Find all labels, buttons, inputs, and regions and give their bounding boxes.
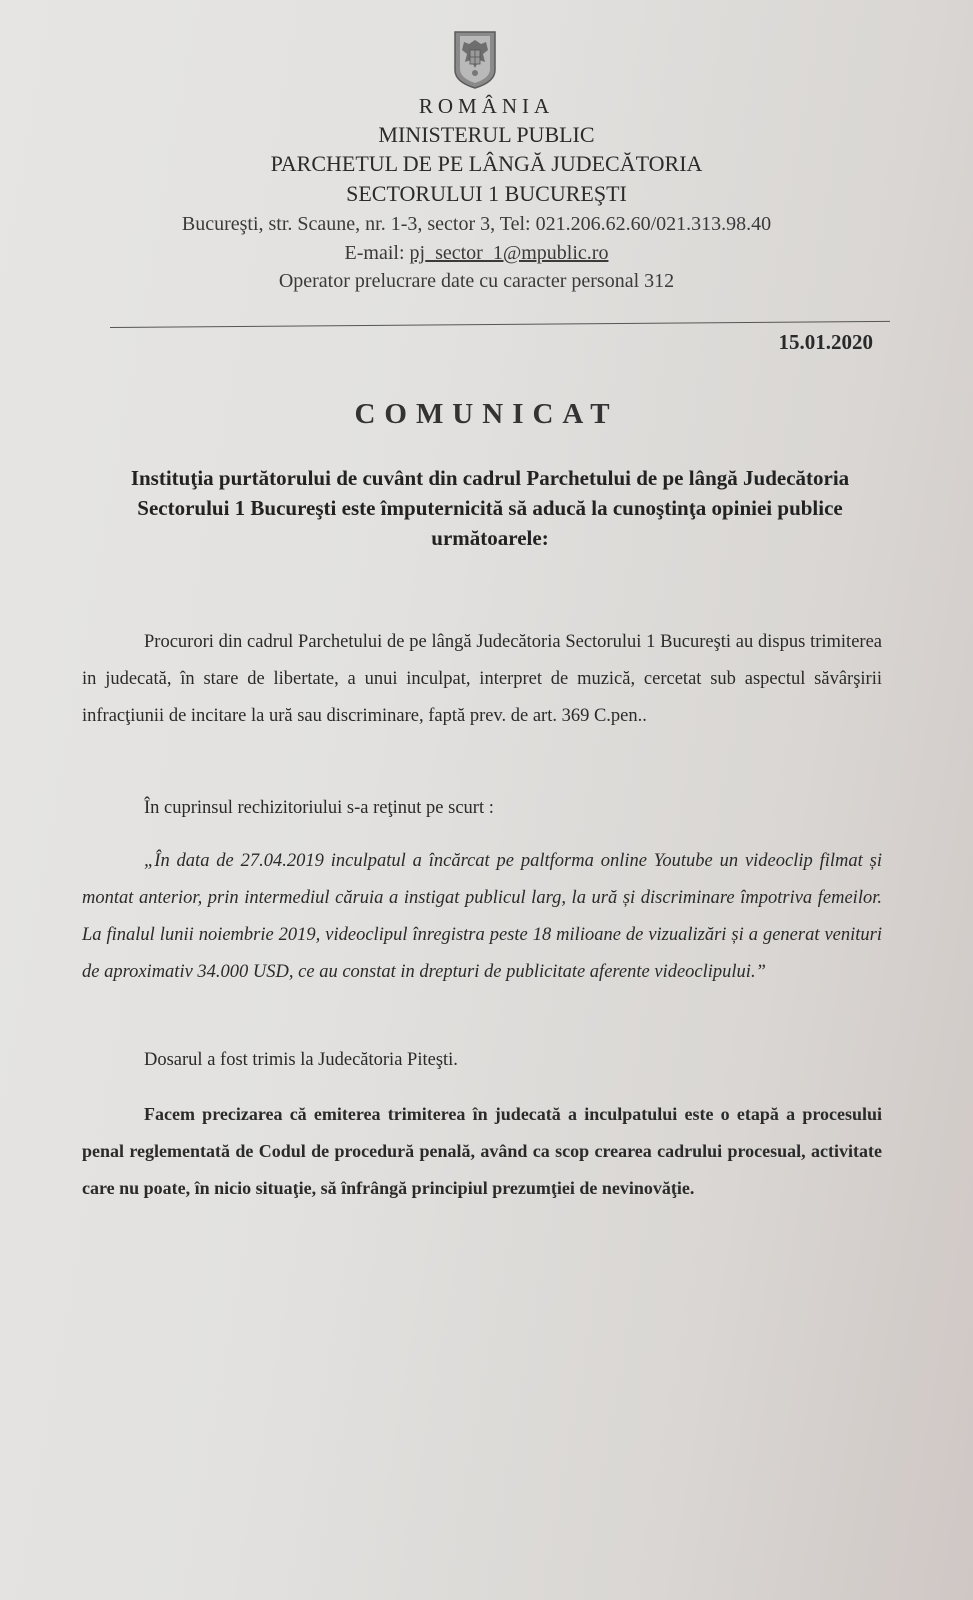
data-operator-note: Operator prelucrare date cu caracter personal 312 [278, 270, 675, 292]
contact-address: Bucureşti, str. Scaune, nr. 1-3, sector 3, Tel: 021.206.62.60/021.313.98.40 [181, 213, 772, 235]
paragraph-court [82, 1042, 882, 1079]
email-link[interactable]: pj_sector_1@mpublic.ro [409, 242, 609, 264]
document-title: COMUNICAT [354, 398, 619, 430]
document-date: 15.01.2020 [778, 330, 873, 354]
institution-name-line1: PARCHETUL DE PE LÂNGĂ JUDECĂTORIA [270, 151, 703, 176]
paragraph-summary-intro [82, 790, 882, 827]
paragraph-text: Facem precizarea că emiterea trimiterea în judecată a inculpatului este o etapă a procesului penal reglementată de Codul de procedură penală, având ca scop crearea cadrului procesual, activitate care nu poate, în nicio situaţie, să înfrângă principiul prezumţiei de nevinovăţie. [82, 1104, 882, 1198]
paragraph-quote [82, 843, 882, 991]
coat-of-arms-icon [452, 30, 498, 90]
country-name: ROMÂNIA [418, 94, 555, 118]
intro-statement: Instituţia purtătorului de cuvânt din cadrul Parchetului de pe lângă Judecătoria Sectorului 1 Bucureşti este împuternicită să aducă la cunoştinţa opiniei publice următoarele: [130, 466, 850, 550]
paragraph-text: În cuprinsul rechizitoriului s-a reţinut pe scurt : [144, 798, 494, 818]
paragraph-text: „În data de 27.04.2019 inculpatul a încărcat pe paltforma online Youtube un videoclip filmat și montat anterior, prin intermediul căruia a instigat publicul larg, la ură și discriminare împotriva femeilor. La finalul lunii noiembrie 2019, videoclipul înregistra peste 18 milioane de vizualizări și a generat venituri de aproximativ 34.000 USD, ce au constat in drepturi de publicitate aferente videoclipului.” [82, 851, 882, 982]
paragraph-text: Dosarul a fost trimis la Judecătoria Piteşti. [144, 1050, 458, 1070]
header-divider [110, 321, 890, 328]
ministry-name: MINISTERUL PUBLIC [378, 122, 595, 147]
paragraph-disclaimer [82, 1096, 882, 1207]
email-label: E-mail: [344, 242, 410, 264]
contact-email-line [0, 242, 963, 265]
paragraph-text: Procurori din cadrul Parchetului de pe lângă Judecătoria Sectorului 1 Bucureşti au dispus trimiterea in judecată, în stare de libertate, a unui inculpat, interpret de muzică, cercetat sub aspectul săvârşirii infracţiunii de incitare la ură sau discriminare, faptă prev. de art. 369 C.pen.. [82, 632, 882, 726]
paragraph-indictment [82, 624, 882, 735]
institution-name-line2: SECTORULUI 1 BUCUREŞTI [346, 181, 627, 206]
